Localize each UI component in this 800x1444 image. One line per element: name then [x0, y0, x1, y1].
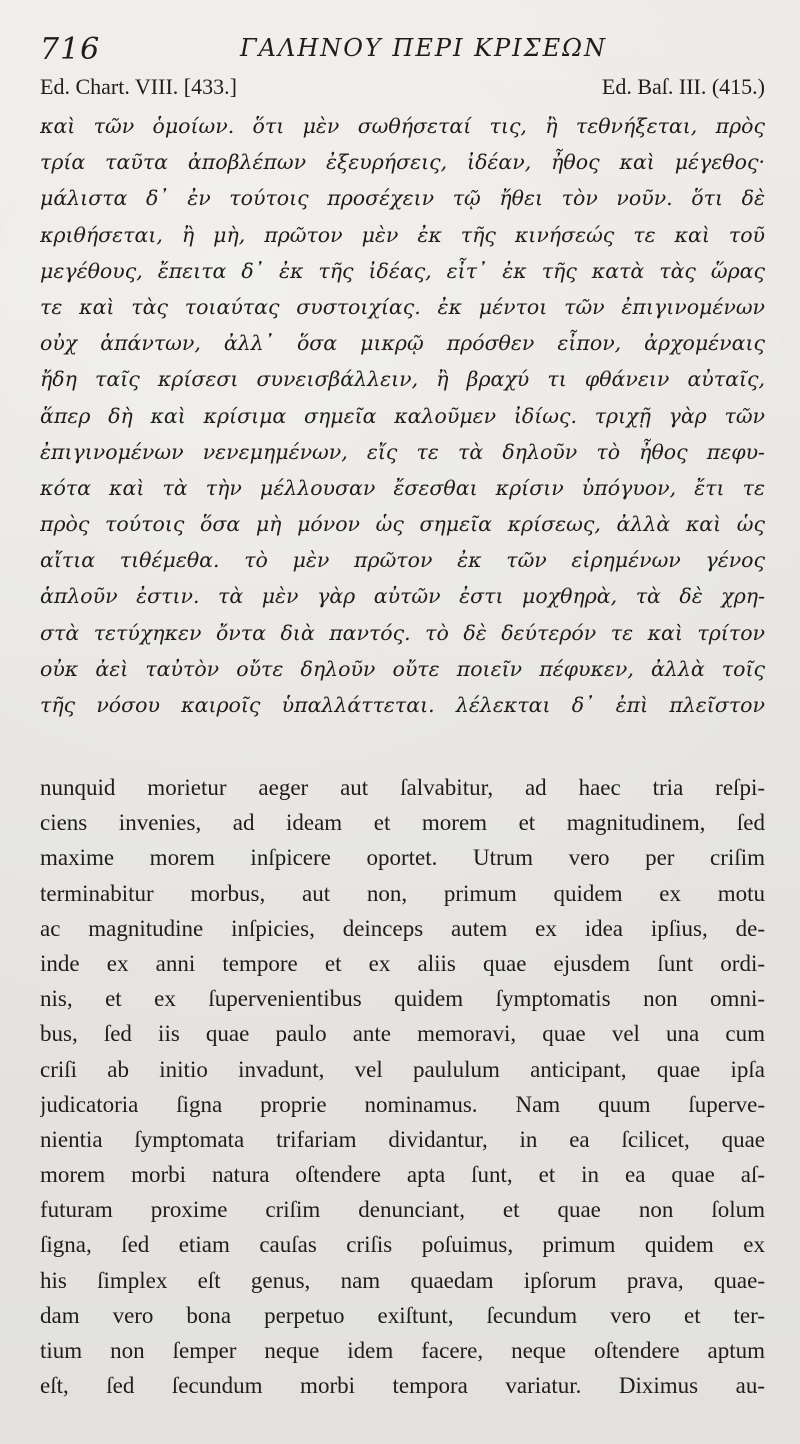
edition-reference-chartier: Ed. Chart. VIII. [433.] [40, 74, 237, 99]
latin-text-line: nunquid morietur aeger aut ſalvabitur, ad haec tria reſpi- [40, 775, 765, 800]
latin-text-line: ſigna, ſed etiam cauſas criſis poſuimus, primum quidem ex [40, 1232, 765, 1258]
greek-text-line: κότα καὶ τὰ τὴν μέλλουσαν ἔσεσθαι κρίσιν ὑπόγυον, ἔτι τε [40, 475, 765, 500]
latin-text-line: criſi ab initio invadunt, vel paululum anticipant, quae ipſa [40, 1056, 765, 1082]
greek-text-line: ἁπλοῦν ἐστιν. τὰ μὲν γὰρ αὐτῶν ἐστι μοχθηρὰ, τὰ δὲ χρη- [40, 584, 765, 609]
greek-text-line: κριθήσεται, ἢ μὴ, πρῶτον μὲν ἐκ τῆς κινήσεώς τε καὶ τοῦ [40, 222, 765, 247]
greek-text-line: στὰ τετύχηκεν ὄντα διὰ παντός. τὸ δὲ δεύτερόν τε καὶ τρίτον [40, 620, 765, 645]
latin-text-line: eſt, ſed ſecundum morbi tempora variatur. Diximus au- [40, 1373, 765, 1399]
latin-text-block [40, 770, 765, 1403]
greek-text-line: τε καὶ τὰς τοιαύτας συστοιχίας. ἐκ μέντοι τῶν ἐπιγινομένων [40, 294, 765, 319]
latin-text-line: ac magnitudine inſpicies, deinceps autem ex idea ipſius, de- [40, 915, 765, 941]
greek-text-line: τῆς νόσου καιροῖς ὑπαλλάττεται. λέλεκται δ᾽ ἐπὶ πλεῖστον [40, 693, 765, 717]
greek-text-line: πρὸς τούτοις ὅσα μὴ μόνον ὡς σημεῖα κρίσεως, ἀλλὰ καὶ ὡς [40, 512, 765, 537]
greek-text-line: αἴτια τιθέμεθα. τὸ μὲν πρῶτον ἐκ τῶν εἰρημένων γένος [40, 548, 765, 573]
greek-text-line: ἤδη ταῖς κρίσεσι συνεισβάλλειν, ἢ βραχύ τι φθάνειν αὐταῖς, [40, 367, 765, 392]
page-number: 716 [40, 32, 101, 67]
latin-text-line: morem morbi natura oſtendere apta ſunt, et in ea quae aſ- [40, 1162, 765, 1188]
latin-text-line: nientia ſymptomata trifariam dividantur, in ea ſcilicet, quae [40, 1126, 765, 1152]
latin-text-line: bus, ſed iis quae paulo ante memoravi, quae vel una cum [40, 1021, 765, 1047]
latin-text-line: his ſimplex eſt genus, nam quaedam ipſorum prava, quae- [40, 1267, 765, 1293]
latin-text-line: futuram proxime criſim denunciant, et quae non ſolum [40, 1197, 765, 1223]
greek-text-line: ἅπερ δὴ καὶ κρίσιμα σημεῖα καλοῦμεν ἰδίως. τριχῇ γὰρ τῶν [40, 403, 765, 428]
page-header [40, 30, 765, 72]
latin-text-line: dam vero bona perpetuo exiſtunt, ſecundum vero et ter- [40, 1302, 765, 1328]
edition-reference-basel: Ed. Baſ. III. (415.) [601, 74, 765, 99]
greek-text-block [40, 108, 765, 723]
running-title: ΓΑΛΗΝΟΥ ΠΕΡΙ ΚΡΙΣΕΩΝ [240, 34, 608, 62]
latin-text-line: maxime morem inſpicere oportet. Utrum vero per criſim [40, 845, 765, 871]
latin-text-line: nis, et ex ſupervenientibus quidem ſymptomatis non omni- [40, 986, 765, 1012]
greek-text-line: οὐκ ἀεὶ ταὐτὸν οὔτε δηλοῦν οὔτε ποιεῖν πέφυκεν, ἀλλὰ τοῖς [40, 656, 765, 681]
bleed-through-text [40, 708, 765, 748]
greek-text-line: ἐπιγινομένων νενεμημένων, εἴς τε τὰ δηλοῦν τὸ ἦθος πεφυ- [40, 439, 765, 464]
greek-text-line: καὶ τῶν ὁμοίων. ὅτι μὲν σωθήσεταί τις, ἢ τεθνήξεται, πρὸς [40, 114, 765, 138]
latin-text-line: inde ex anni tempore et ex aliis quae ejusdem ſunt ordi- [40, 950, 765, 976]
latin-text-line: tium non ſemper neque idem facere, neque oſtendere aptum [40, 1338, 765, 1363]
greek-text-line: μάλιστα δ᾽ ἐν τούτοις προσέχειν τῷ ἤθει τὸν νοῦν. ὅτι δὲ [40, 186, 765, 211]
latin-text-line: terminabitur morbus, aut non, primum quidem ex motu [40, 880, 765, 906]
edition-references [40, 74, 765, 108]
greek-text-line: τρία ταῦτα ἀποβλέπων ἐξευρήσεις, ἰδέαν, ἦθος καὶ μέγεθος· [40, 150, 765, 175]
greek-text-line: μεγέθους, ἔπειτα δ᾽ ἐκ τῆς ἰδέας, εἶτ᾽ ἐκ τῆς κατὰ τὰς ὥρας [40, 258, 765, 283]
greek-text-line: οὐχ ἁπάντων, ἀλλ᾽ ὅσα μικρῷ πρόσθεν εἶπον, ἀρχομέναις [40, 331, 765, 356]
latin-text-line: ciens invenies, ad ideam et morem et magnitudinem, ſed [40, 810, 765, 836]
latin-text-line: judicatoria ſigna proprie nominamus. Nam quum ſuperve- [40, 1091, 765, 1117]
